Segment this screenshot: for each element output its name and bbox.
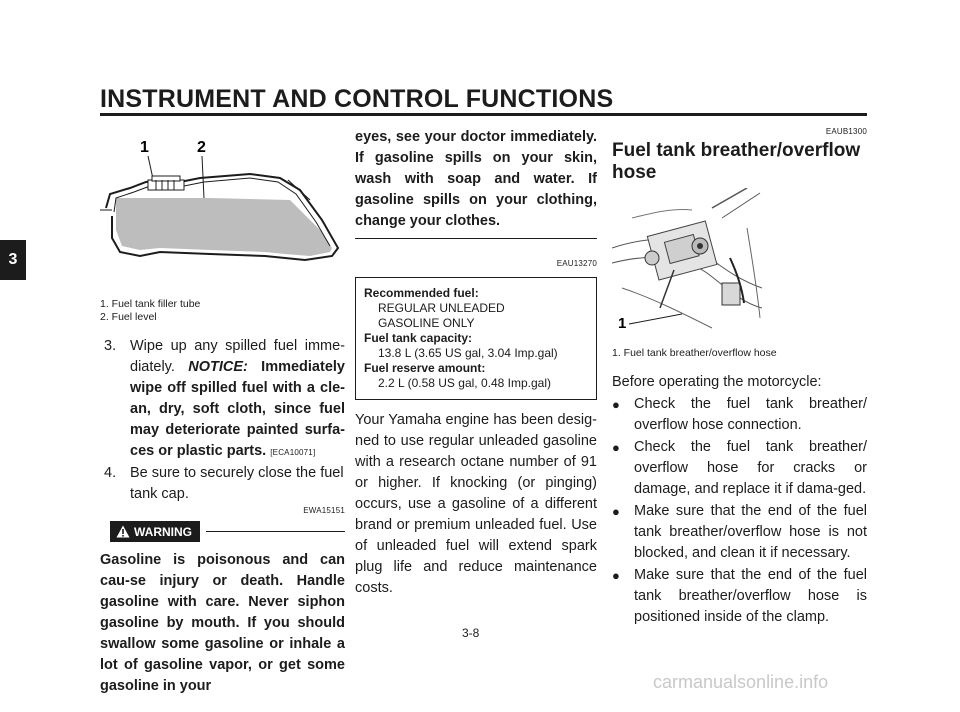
breather-intro: Before operating the motorcycle: — [612, 374, 822, 390]
list-item-text: Check the fuel tank breather/ overflow hose connection. — [634, 396, 867, 433]
step-3 — [100, 336, 345, 505]
left-column — [100, 130, 345, 697]
recommended-fuel-label: Recommended fuel: — [364, 286, 479, 300]
step-3-number: 3. — [104, 338, 117, 354]
step-4-text: Be sure to securely close the fuel tank cap. — [130, 465, 344, 502]
bullet-icon: ● — [612, 440, 620, 455]
bullet-icon: ● — [612, 568, 620, 583]
warning-rule — [206, 531, 345, 532]
fuel-reserve-value: 2.2 L (0.58 US gal, 0.48 Imp.gal) — [378, 376, 551, 390]
warning-label: WARNING — [134, 524, 192, 539]
warning-badge — [110, 521, 200, 542]
right-column — [612, 127, 867, 629]
fuel-capacity-label: Fuel tank capacity: — [364, 331, 473, 345]
figure-caption-2: 2. Fuel level — [100, 311, 157, 323]
warning-continued: eyes, see your doctor immediately. If gasoline spills on your skin, wash with soap and water. If gasoline spills on your clothing, change your clothes. — [355, 129, 597, 229]
middle-column — [355, 127, 597, 599]
notice-text: Immediately wipe off spilled fuel with a cle-an, dry, soft cloth, since fuel may deteriorate painted surfa-ces or plastic parts. — [130, 359, 345, 459]
chapter-tab: 3 — [0, 240, 26, 280]
breather-section-code: EAUB1300 — [825, 127, 867, 136]
section-heading: Fuel tank breather/overflow hose — [612, 140, 861, 183]
bullet-icon: ● — [612, 504, 620, 519]
list-item — [612, 501, 867, 564]
fuel-capacity-value: 13.8 L (3.65 US gal, 3.04 Imp.gal) — [378, 346, 558, 360]
list-item — [612, 565, 867, 628]
fuel-tank-figure — [100, 130, 345, 290]
fuel-spec-box — [355, 277, 597, 400]
recommended-fuel-value-1: REGULAR UNLEADED — [378, 301, 505, 315]
hose-callout-1: 1 — [618, 315, 627, 332]
page-number: 3-8 — [462, 626, 480, 640]
figure-caption-1: 1. Fuel tank filler tube — [100, 298, 201, 310]
list-item-text: Make sure that the end of the fuel tank breather/overflow hose is not blocked, and clean it if necessary. — [634, 503, 867, 561]
watermark: carmanualsonline.info — [653, 672, 829, 692]
step-3-text: Wipe up any spilled fuel imme-diately. — [130, 338, 345, 375]
list-item-text: Check the fuel tank breather/ overflow hose for cracks or damage, and replace it if dama-ged. — [634, 439, 867, 497]
warning-end-rule — [355, 238, 597, 239]
warning-text: Gasoline is poisonous and can cau-se injury or death. Handle gasoline with care. Never siphon gasoline by mouth. If you should swallow some gasoline or inhale a lot of gasoline vapor, or get some gasoline in your — [100, 552, 345, 694]
hose-figure-caption: 1. Fuel tank breather/overflow hose — [612, 347, 777, 359]
breather-checklist — [612, 394, 867, 628]
notice-label: NOTICE: — [188, 359, 248, 375]
list-item — [612, 394, 867, 436]
fuel-paragraph: Your Yamaha engine has been desig-ned to use regular unleaded gasoline with a research octane number of 91 or higher. If knocking (or pinging) occurs, use a gasoline of a different brand or premium unleaded fuel. Use of unleaded fuel will extend spark plug life and reduce maintenance costs. — [355, 412, 597, 596]
breather-hose-figure — [612, 188, 762, 343]
list-item — [612, 437, 867, 500]
header-rule — [100, 113, 867, 116]
warning-triangle-icon — [116, 525, 130, 538]
list-item-text: Make sure that the end of the fuel tank breather/overflow hose is positioned inside of the clamp. — [634, 567, 867, 625]
figure-callout-2: 2 — [197, 139, 206, 156]
fuel-reserve-label: Fuel reserve amount: — [364, 361, 486, 375]
warning-code: EWA15151 — [303, 506, 345, 515]
page-title: INSTRUMENT AND CONTROL FUNCTIONS — [100, 85, 614, 113]
figure-callout-1: 1 — [140, 139, 149, 156]
warning-header — [100, 521, 345, 542]
bullet-icon: ● — [612, 397, 620, 412]
recommended-fuel-value-2: GASOLINE ONLY — [378, 316, 475, 330]
step-4-number: 4. — [104, 465, 117, 481]
fuel-section-code: EAU13270 — [556, 259, 597, 268]
notice-code: [ECA10071] — [270, 448, 316, 457]
